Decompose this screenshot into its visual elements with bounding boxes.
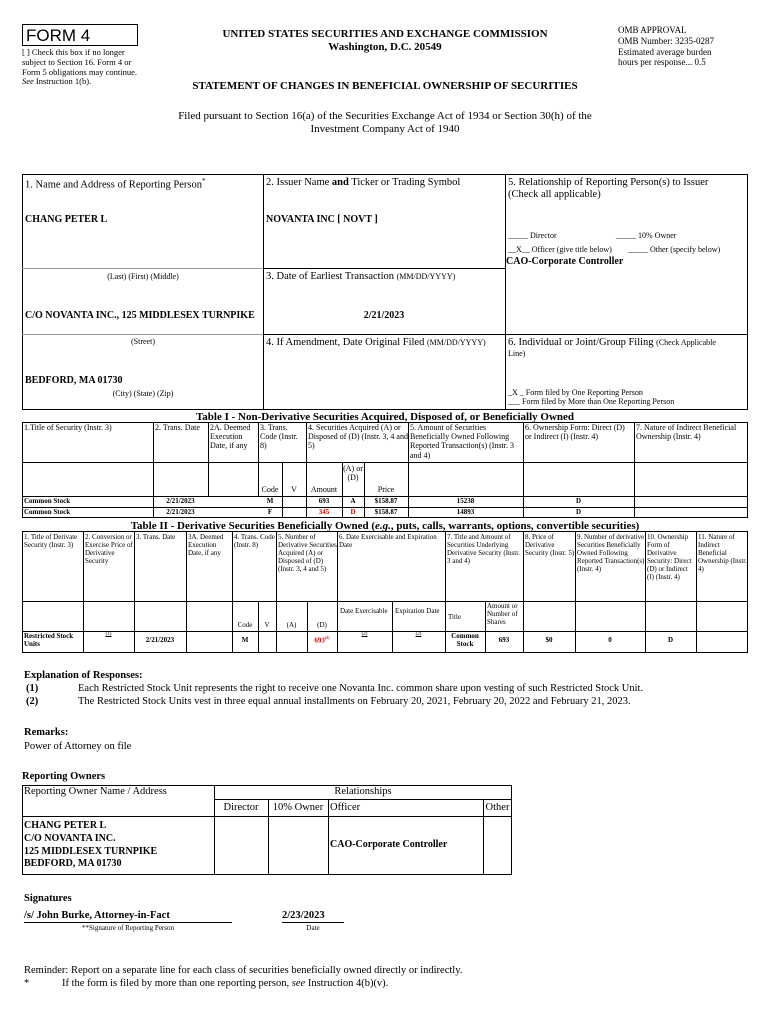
t1-row-date: 2/21/2023 [166,497,195,505]
remarks-text: Power of Attorney on file [24,741,132,752]
box1-label: 1. Name and Address of Reporting Person* [25,177,206,191]
table2-title: Table II - Derivative Securities Beneficially Owned (e.g., puts, calls, warrants, options, convertible securities) [130,520,640,532]
reporting-person-city: BEDFORD, MA 01730 [25,375,123,386]
box6-label: 6. Individual or Joint/Group Filing (Check Applicable Line) [508,337,716,359]
t1-row-form: D [575,497,582,505]
t1-col-owned: 5. Amount of Securities Beneficially Owned Following Reported Transaction(s) (Instr. 3 and 4) [410,423,514,460]
t2-col-owned: 9. Number of derivative Securities Beneficially Owned Following Reported Transaction(s) (Instr. 4) [577,533,645,574]
checkbox-note[interactable]: [ ] Check this box if no longer subject to Section 16. Form 4 or Form 5 obligations may continue. See Instruction 1(b). [22,47,137,87]
t2-row-owned: 0 [608,636,612,644]
t1-row-owned: 14893 [456,508,475,516]
t2-sub-expiration: Expiration Date [395,607,440,615]
footnote-num: (2) [26,696,39,707]
earliest-transaction-date: 2/21/2023 [363,310,405,321]
t2-col-nature: 11. Nature of Indirect Beneficial Ownership (Instr. 4) [698,533,747,574]
owners-col-officer: Officer [330,802,361,813]
t2-col-code: 4. Trans. Code (Instr. 8) [234,533,275,550]
t1-sub-amount: Amount [310,485,338,494]
signer-name: /s/ John Burke, Attorney-in-Fact [24,910,170,921]
t2-sub-shares: Amount or Number of Shares [487,602,518,627]
t1-row-date: 2/21/2023 [166,508,195,516]
box4-label: 4. If Amendment, Date Original Filed (MM/DD/YYYY) [266,337,486,348]
t1-sub-code: Code [261,485,279,494]
date-caption: Date [306,924,320,932]
t1-col-code: 3. Trans. Code (Instr. 8) [260,423,298,451]
t2-col-form: 10. Ownership Form of Derivative Security: Direct (D) or Indirect (I) (Instr. 4) [647,533,692,582]
reminder: Reminder: Report on a separate line for each class of securities beneficially owned directly or indirectly. [24,965,463,976]
table1-title: Table I - Non-Derivative Securities Acquired, Disposed of, or Beneficially Owned [195,411,575,423]
t2-col-underlying: 7. Title and Amount of Securities Underlying Derivative Security (Instr. 3 and 4) [447,533,520,566]
t2-row-u-title: Common Stock [451,632,479,649]
table-row: Common Stock [24,508,71,516]
checkbox-director[interactable]: _____ Director [508,231,557,240]
t2-col-date: 3. Trans. Date [136,533,176,541]
t1-row-code: F [267,508,273,516]
statement-title: STATEMENT OF CHANGES IN BENEFICIAL OWNERSHIP OF SECURITIES [192,80,578,92]
checkbox-more-persons[interactable]: ___ Form filed by More than One Reporting Person [508,397,675,406]
checkbox-one-person[interactable]: _X _ Form filed by One Reporting Person [508,388,643,397]
signer-caption: **Signature of Reporting Person [82,924,174,932]
t1-row-price: $158.87 [374,508,398,516]
t1-col-acquired: 4. Securities Acquired (A) or Disposed of (D) (Instr. 3, 4 and 5) [308,423,408,451]
t2-col-title: 1. Title of Derivate Security (Instr. 3) [24,533,78,550]
t2-row-expiration[interactable]: (2) [415,632,422,637]
t2-sub-a: (A) [286,621,297,629]
t1-row-code: M [266,497,274,505]
t2-row-u-shares: 693 [498,636,510,644]
t1-row-owned: 15238 [456,497,475,505]
signatures-heading: Signatures [24,893,72,904]
t2-sub-v: V [264,621,270,629]
t2-col-number: 5. Number of Derivative Securities Acquired (A) or Disposed of (D) (Instr. 3, 4 and 5) [278,533,337,574]
t2-sub-exercisable: Date Exercisable [340,607,388,615]
t2-row-exercisable[interactable]: (2) [361,632,368,637]
footnote-num: (1) [26,683,39,694]
owner-address: CHANG PETER L C/O NOVANTA INC. 125 MIDDLESEX TURNPIKE BEDFORD, MA 01730 [24,820,158,870]
checkbox-other[interactable]: _____ Other (specify below) [628,245,721,254]
owner-officer-title: CAO-Corporate Controller [330,839,448,850]
t1-row-form: D [575,508,582,516]
t1-row-amount: 345 [318,508,330,516]
t2-col-price: 8. Price of Derivative Security (Instr. 5) [525,533,575,558]
explanation-heading: Explanation of Responses: [24,670,143,681]
footnote-text: The Restricted Stock Units vest in three equal annual installments on February 20, 2021, February 20, 2022 and February 21, 2023. [78,696,631,707]
owners-col-relationships: Relationships [334,786,392,797]
owners-heading: Reporting Owners [22,771,106,782]
t1-sub-price: Price [377,485,395,494]
box3-label: 3. Date of Earliest Transaction (MM/DD/YYYY) [266,271,456,282]
footer-star: * [24,978,30,989]
t2-row-d: 693$^{(2)}$ [314,635,330,645]
owners-col-director: Director [223,802,259,813]
t1-sub-ad: (A) or (D) [343,464,363,483]
omb-approval: OMB APPROVAL OMB Number: 3235-0287 Estimated average burden hours per response... 0.5 [618,25,714,68]
t2-col-deemed: 3A. Deemed Execution Date, if any [188,533,224,558]
t2-row-form: D [667,636,674,644]
t2-sub-title: Title [448,613,461,621]
street-caption: (Street) [131,337,155,346]
issuer-name: NOVANTA INC [ NOVT ] [266,214,378,225]
owners-col-name: Reporting Owner Name / Address [24,786,167,797]
t2-sub-code: Code [237,621,253,629]
t1-row-ad: A [350,497,356,505]
t1-col-title: 1.Title of Security (Instr. 3) [24,423,112,432]
t1-col-date: 2. Trans. Date [155,423,200,432]
t2-row-price: $0 [545,636,553,644]
agency-location: Washington, D.C. 20549 [328,41,442,53]
form-title: FORM 4 [26,26,91,45]
t2-sub-d: (D) [317,621,327,629]
agency-name: UNITED STATES SECURITIES AND EXCHANGE COMMISSION [222,28,548,40]
t1-row-price: $158.87 [374,497,398,505]
owners-col-other: Other [485,802,510,813]
t2-col-conversion: 2. Conversion or Exercise Price of Derivative Security [85,533,133,566]
reporting-boxes [22,174,748,410]
checkbox-officer[interactable]: __X__ Officer (give title below) [508,245,612,254]
box5-label: 5. Relationship of Reporting Person(s) to Issuer (Check all applicable) [508,177,709,201]
box2-label: 2. Issuer Name and Ticker or Trading Symbol [266,177,461,188]
reporting-person-name: CHANG PETER L [25,214,108,225]
owners-col-ten-percent: 10% Owner [272,802,324,813]
filed-pursuant: Filed pursuant to Section 16(a) of the Securities Exchange Act of 1934 or Section 30(h) of the Investment Company Act of 1940 [178,110,592,135]
t2-row-date: 2/21/2023 [145,636,175,644]
t1-row-ad: D [350,508,356,516]
t2-col-dates: 6. Date Exercisable and Expiration Date [339,533,437,550]
officer-title: CAO-Corporate Controller [506,256,624,267]
footnote-text: Each Restricted Stock Unit represents the right to receive one Novanta Inc. common share upon vesting of such Restricted Stock Unit. [78,683,644,694]
reporting-person-street: C/O NOVANTA INC., 125 MIDDLESEX TURNPIKE [25,310,255,321]
t1-sub-v: V [291,485,297,494]
checkbox-ten-percent[interactable]: _____ 10% Owner [616,231,677,240]
t1-col-form: 6. Ownership Form: Direct (D) or Indirect (I) (Instr. 4) [525,423,625,442]
signature-date: 2/23/2023 [282,910,325,921]
t1-col-deemed: 2A. Deemed Execution Date, if any [210,423,251,451]
footer-note: If the form is filed by more than one reporting person, see Instruction 4(b)(v). [62,978,389,989]
name-caption: (Last) (First) (Middle) [107,272,179,281]
table-row: Restricted Stock Units [24,632,74,649]
table-row: Common Stock [24,497,71,505]
remarks-heading: Remarks: [24,727,69,738]
city-caption: (City) (State) (Zip) [112,389,174,398]
t1-row-amount: 693 [318,497,330,505]
t1-col-nature: 7. Nature of Indirect Beneficial Ownership (Instr. 4) [636,423,737,442]
form-title-box [22,24,138,46]
t2-row-code: M [241,636,249,644]
t2-row-conv[interactable]: (1) [105,632,112,637]
